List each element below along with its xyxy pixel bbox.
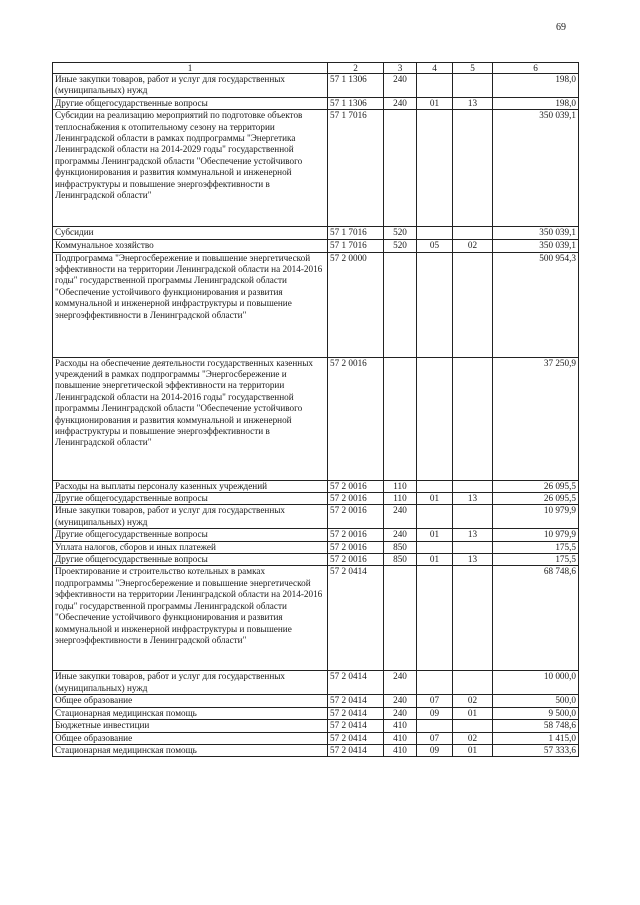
row-name: Расходы на выплаты персоналу казенных учреждений (53, 480, 328, 492)
row-amount: 58 748,6 (493, 720, 579, 732)
header-cell: 4 (417, 63, 453, 74)
row-amount: 500,0 (493, 695, 579, 707)
row-amount: 350 039,1 (493, 240, 579, 252)
row-section: 01 (417, 97, 453, 109)
row-expense-type: 240 (384, 74, 417, 98)
table-row (53, 566, 579, 671)
row-subsection (453, 480, 493, 492)
row-subsection (453, 110, 493, 227)
row-amount: 350 039,1 (493, 110, 579, 227)
row-expense-type: 240 (384, 695, 417, 707)
row-amount: 1 415,0 (493, 732, 579, 744)
row-expense-type (384, 357, 417, 480)
row-section (417, 541, 453, 553)
row-subsection: 13 (453, 529, 493, 541)
header-cell: 5 (453, 63, 493, 74)
budget-table (52, 62, 579, 757)
row-subsection (453, 505, 493, 529)
row-section (417, 227, 453, 240)
row-amount: 198,0 (493, 74, 579, 98)
row-subsection (453, 720, 493, 732)
row-section (417, 671, 453, 695)
row-section: 05 (417, 240, 453, 252)
table-row (53, 529, 579, 541)
row-expense-type: 110 (384, 480, 417, 492)
row-code: 57 2 0016 (328, 554, 384, 566)
row-name: Общее образование (53, 695, 328, 707)
row-code: 57 2 0016 (328, 529, 384, 541)
row-code: 57 2 0414 (328, 707, 384, 719)
row-subsection: 02 (453, 240, 493, 252)
row-amount: 500 954,3 (493, 252, 579, 357)
page-number: 69 (556, 22, 566, 33)
row-subsection: 01 (453, 707, 493, 719)
row-name: Иные закупки товаров, работ и услуг для государственных (муниципальных) нужд (53, 74, 328, 98)
row-name: Общее образование (53, 732, 328, 744)
row-amount: 10 979,9 (493, 529, 579, 541)
row-code: 57 2 0414 (328, 744, 384, 756)
row-code: 57 2 0414 (328, 566, 384, 671)
table-row (53, 240, 579, 252)
table-row (53, 707, 579, 719)
table-row (53, 744, 579, 756)
row-code: 57 2 0016 (328, 505, 384, 529)
row-name: Коммунальное хозяйство (53, 240, 328, 252)
row-subsection: 13 (453, 554, 493, 566)
table-row (53, 97, 579, 109)
table-row (53, 480, 579, 492)
row-expense-type: 850 (384, 554, 417, 566)
table-row (53, 110, 579, 227)
row-code: 57 2 0016 (328, 357, 384, 480)
row-amount: 175,5 (493, 554, 579, 566)
row-amount: 198,0 (493, 97, 579, 109)
row-amount: 10 979,9 (493, 505, 579, 529)
row-section: 01 (417, 554, 453, 566)
table-row (53, 227, 579, 240)
row-expense-type: 110 (384, 493, 417, 505)
row-expense-type: 520 (384, 227, 417, 240)
row-subsection (453, 357, 493, 480)
table-row (53, 505, 579, 529)
row-code: 57 2 0016 (328, 480, 384, 492)
row-amount: 350 039,1 (493, 227, 579, 240)
row-subsection (453, 541, 493, 553)
row-name: Уплата налогов, сборов и иных платежей (53, 541, 328, 553)
table-row (53, 357, 579, 480)
header-cell: 2 (328, 63, 384, 74)
row-name: Другие общегосударственные вопросы (53, 554, 328, 566)
row-expense-type: 240 (384, 707, 417, 719)
table-row (53, 493, 579, 505)
row-name: Расходы на обеспечение деятельности государственных казенных учреждений в рамках подпрограммы "Энергосбережение и повышение энергетической эффективности на территории Ленинградской области на 2014-2016 годы" государственной программы Ленинградской области "Обеспечение устойчивого функционирования и развития коммунальной и инженерной инфраструктуры и повышение энергоэффективности в Ленинградской области" (53, 357, 328, 480)
table-header-row (53, 63, 579, 74)
row-code: 57 1 1306 (328, 97, 384, 109)
table-row (53, 720, 579, 732)
row-code: 57 2 0414 (328, 720, 384, 732)
row-code: 57 2 0000 (328, 252, 384, 357)
row-subsection (453, 671, 493, 695)
row-code: 57 2 0414 (328, 671, 384, 695)
row-expense-type: 410 (384, 744, 417, 756)
row-subsection (453, 252, 493, 357)
row-code: 57 1 7016 (328, 227, 384, 240)
row-name: Стационарная медицинская помощь (53, 744, 328, 756)
row-expense-type (384, 252, 417, 357)
row-section: 07 (417, 732, 453, 744)
row-name: Субсидии (53, 227, 328, 240)
row-code: 57 2 0016 (328, 541, 384, 553)
header-cell: 6 (493, 63, 579, 74)
row-expense-type: 850 (384, 541, 417, 553)
row-section (417, 252, 453, 357)
row-name: Бюджетные инвестиции (53, 720, 328, 732)
row-name: Подпрограмма "Энергосбережение и повышение энергетической эффективности на территории Ленинградской области на 2014-2016 годы" государственной программы Ленинградской области "Обеспечение устойчивого функционирования и развития коммунальной и инженерной инфраструктуры и повышение энергоэффективности в Ленинградской области" (53, 252, 328, 357)
row-amount: 26 095,5 (493, 480, 579, 492)
row-expense-type: 240 (384, 505, 417, 529)
row-subsection: 02 (453, 695, 493, 707)
row-section (417, 720, 453, 732)
row-amount: 57 333,6 (493, 744, 579, 756)
row-expense-type: 240 (384, 97, 417, 109)
row-expense-type: 240 (384, 529, 417, 541)
row-section: 09 (417, 744, 453, 756)
row-amount: 68 748,6 (493, 566, 579, 671)
row-expense-type (384, 110, 417, 227)
row-code: 57 1 7016 (328, 110, 384, 227)
row-code: 57 2 0414 (328, 732, 384, 744)
row-section (417, 357, 453, 480)
table-row (53, 554, 579, 566)
row-expense-type: 410 (384, 732, 417, 744)
row-amount: 175,5 (493, 541, 579, 553)
row-name: Субсидии на реализацию мероприятий по подготовке объектов теплоснабжения к отопительному сезону на территории Ленинградской области в рамках подпрограммы "Энергетика Ленинградской области на 2014-2029 годы" государственной программы Ленинградской области "Обеспечение устойчивого функционирования и развития коммунальной и инженерной инфраструктуры и повышение энергоэффективности в Ленинградской области" (53, 110, 328, 227)
row-section: 07 (417, 695, 453, 707)
row-subsection (453, 566, 493, 671)
row-name: Стационарная медицинская помощь (53, 707, 328, 719)
row-subsection: 02 (453, 732, 493, 744)
row-subsection: 13 (453, 493, 493, 505)
row-amount: 9 500,0 (493, 707, 579, 719)
table-row (53, 74, 579, 98)
row-name: Иные закупки товаров, работ и услуг для государственных (муниципальных) нужд (53, 671, 328, 695)
row-section: 01 (417, 493, 453, 505)
row-subsection: 01 (453, 744, 493, 756)
row-amount: 37 250,9 (493, 357, 579, 480)
row-name: Другие общегосударственные вопросы (53, 529, 328, 541)
row-subsection: 13 (453, 97, 493, 109)
table-row (53, 541, 579, 553)
row-section: 09 (417, 707, 453, 719)
row-code: 57 2 0016 (328, 493, 384, 505)
row-section: 01 (417, 529, 453, 541)
row-amount: 10 000,0 (493, 671, 579, 695)
row-code: 57 2 0414 (328, 695, 384, 707)
row-expense-type (384, 566, 417, 671)
row-section (417, 74, 453, 98)
row-amount: 26 095,5 (493, 493, 579, 505)
row-subsection (453, 74, 493, 98)
row-name: Проектирование и строительство котельных в рамках подпрограммы "Энергосбережение и повышение энергетической эффективности на территории Ленинградской области на 2014-2016 годы" государственной программы Ленинградской области "Обеспечение устойчивого функционирования и развития коммунальной и инженерной инфраструктуры и повышение энергоэффективности в Ленинградской области" (53, 566, 328, 671)
table-row (53, 671, 579, 695)
header-cell: 3 (384, 63, 417, 74)
row-section (417, 110, 453, 227)
table-row (53, 732, 579, 744)
row-section (417, 505, 453, 529)
row-code: 57 1 7016 (328, 240, 384, 252)
row-name: Другие общегосударственные вопросы (53, 493, 328, 505)
table-row (53, 252, 579, 357)
header-cell: 1 (53, 63, 328, 74)
row-expense-type: 240 (384, 671, 417, 695)
row-name: Другие общегосударственные вопросы (53, 97, 328, 109)
row-subsection (453, 227, 493, 240)
row-expense-type: 520 (384, 240, 417, 252)
table-row (53, 695, 579, 707)
row-section (417, 480, 453, 492)
row-code: 57 1 1306 (328, 74, 384, 98)
row-name: Иные закупки товаров, работ и услуг для государственных (муниципальных) нужд (53, 505, 328, 529)
row-section (417, 566, 453, 671)
row-expense-type: 410 (384, 720, 417, 732)
